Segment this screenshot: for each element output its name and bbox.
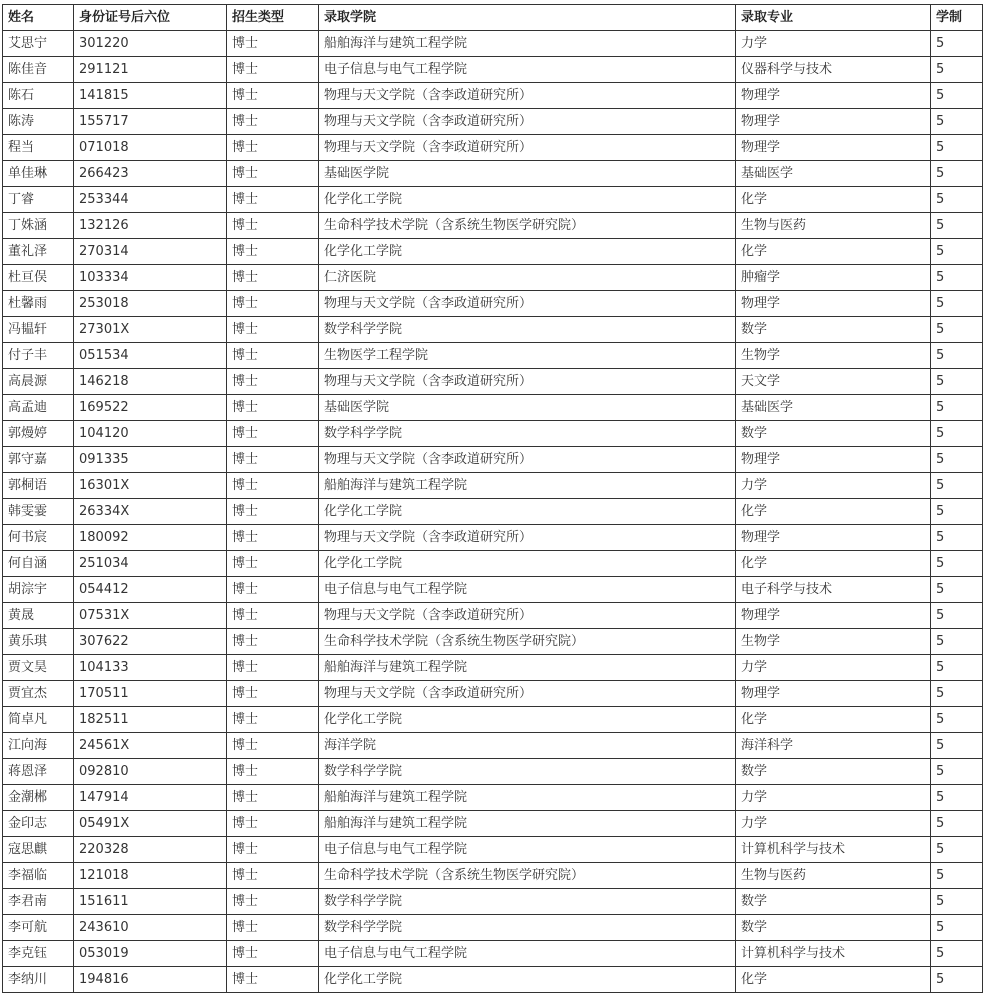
cell-duration: 5 <box>931 707 983 733</box>
cell-school: 生命科学技术学院（含系统生物医学研究院） <box>319 863 736 889</box>
table-row <box>3 447 983 473</box>
cell-name: 何书宸 <box>3 525 74 551</box>
table-row <box>3 733 983 759</box>
cell-major: 生物学 <box>736 343 931 369</box>
cell-id-suffix: 07531X <box>74 603 227 629</box>
cell-name: 李克钰 <box>3 941 74 967</box>
cell-enrollment-type: 博士 <box>227 759 319 785</box>
cell-duration: 5 <box>931 603 983 629</box>
cell-name: 高孟迪 <box>3 395 74 421</box>
cell-major: 数学 <box>736 759 931 785</box>
cell-id-suffix: 301220 <box>74 31 227 57</box>
cell-school: 基础医学院 <box>319 395 736 421</box>
cell-name: 艾思宁 <box>3 31 74 57</box>
cell-enrollment-type: 博士 <box>227 317 319 343</box>
header-id-suffix: 身份证号后六位 <box>74 5 227 31</box>
cell-duration: 5 <box>931 343 983 369</box>
cell-major: 力学 <box>736 811 931 837</box>
cell-major: 海洋科学 <box>736 733 931 759</box>
cell-major: 电子科学与技术 <box>736 577 931 603</box>
cell-major: 计算机科学与技术 <box>736 941 931 967</box>
cell-duration: 5 <box>931 759 983 785</box>
cell-school: 基础医学院 <box>319 161 736 187</box>
cell-enrollment-type: 博士 <box>227 265 319 291</box>
cell-enrollment-type: 博士 <box>227 915 319 941</box>
cell-name: 李可航 <box>3 915 74 941</box>
cell-id-suffix: 054412 <box>74 577 227 603</box>
table-row <box>3 369 983 395</box>
cell-school: 船舶海洋与建筑工程学院 <box>319 473 736 499</box>
cell-school: 物理与天文学院（含李政道研究所） <box>319 109 736 135</box>
cell-school: 电子信息与电气工程学院 <box>319 837 736 863</box>
cell-major: 数学 <box>736 915 931 941</box>
cell-id-suffix: 170511 <box>74 681 227 707</box>
cell-duration: 5 <box>931 83 983 109</box>
cell-name: 蒋恩泽 <box>3 759 74 785</box>
cell-name: 杜馨雨 <box>3 291 74 317</box>
table-row <box>3 161 983 187</box>
cell-enrollment-type: 博士 <box>227 863 319 889</box>
header-enrollment-type: 招生类型 <box>227 5 319 31</box>
cell-name: 金印志 <box>3 811 74 837</box>
cell-name: 单佳琳 <box>3 161 74 187</box>
cell-id-suffix: 251034 <box>74 551 227 577</box>
cell-major: 物理学 <box>736 603 931 629</box>
cell-school: 化学化工学院 <box>319 551 736 577</box>
cell-id-suffix: 05491X <box>74 811 227 837</box>
cell-enrollment-type: 博士 <box>227 291 319 317</box>
cell-school: 化学化工学院 <box>319 239 736 265</box>
header-row <box>3 5 983 31</box>
cell-id-suffix: 243610 <box>74 915 227 941</box>
cell-school: 物理与天文学院（含李政道研究所） <box>319 135 736 161</box>
cell-id-suffix: 180092 <box>74 525 227 551</box>
cell-id-suffix: 141815 <box>74 83 227 109</box>
cell-id-suffix: 24561X <box>74 733 227 759</box>
table-row <box>3 187 983 213</box>
cell-enrollment-type: 博士 <box>227 629 319 655</box>
cell-id-suffix: 270314 <box>74 239 227 265</box>
table-row <box>3 759 983 785</box>
cell-duration: 5 <box>931 785 983 811</box>
cell-enrollment-type: 博士 <box>227 499 319 525</box>
cell-enrollment-type: 博士 <box>227 525 319 551</box>
cell-school: 数学科学学院 <box>319 759 736 785</box>
cell-duration: 5 <box>931 421 983 447</box>
cell-id-suffix: 121018 <box>74 863 227 889</box>
cell-duration: 5 <box>931 967 983 993</box>
table-row <box>3 837 983 863</box>
table-row <box>3 681 983 707</box>
table-row <box>3 473 983 499</box>
cell-enrollment-type: 博士 <box>227 31 319 57</box>
cell-duration: 5 <box>931 941 983 967</box>
cell-duration: 5 <box>931 291 983 317</box>
cell-enrollment-type: 博士 <box>227 811 319 837</box>
cell-id-suffix: 194816 <box>74 967 227 993</box>
cell-school: 化学化工学院 <box>319 499 736 525</box>
cell-school: 电子信息与电气工程学院 <box>319 57 736 83</box>
cell-school: 化学化工学院 <box>319 967 736 993</box>
cell-enrollment-type: 博士 <box>227 655 319 681</box>
table-row <box>3 811 983 837</box>
cell-name: 李君南 <box>3 889 74 915</box>
cell-duration: 5 <box>931 551 983 577</box>
cell-name: 杜亘俣 <box>3 265 74 291</box>
cell-id-suffix: 220328 <box>74 837 227 863</box>
cell-name: 郭守嘉 <box>3 447 74 473</box>
cell-name: 程当 <box>3 135 74 161</box>
cell-school: 物理与天文学院（含李政道研究所） <box>319 369 736 395</box>
cell-id-suffix: 146218 <box>74 369 227 395</box>
cell-major: 化学 <box>736 551 931 577</box>
cell-major: 天文学 <box>736 369 931 395</box>
cell-school: 生命科学技术学院（含系统生物医学研究院） <box>319 629 736 655</box>
cell-id-suffix: 253344 <box>74 187 227 213</box>
table-row <box>3 525 983 551</box>
cell-major: 化学 <box>736 187 931 213</box>
cell-duration: 5 <box>931 629 983 655</box>
cell-enrollment-type: 博士 <box>227 785 319 811</box>
cell-enrollment-type: 博士 <box>227 551 319 577</box>
cell-name: 贾宜杰 <box>3 681 74 707</box>
table-row <box>3 57 983 83</box>
cell-major: 化学 <box>736 239 931 265</box>
cell-duration: 5 <box>931 473 983 499</box>
table-row <box>3 395 983 421</box>
table-row <box>3 967 983 993</box>
header-duration: 学制 <box>931 5 983 31</box>
cell-name: 陈涛 <box>3 109 74 135</box>
cell-enrollment-type: 博士 <box>227 967 319 993</box>
cell-school: 化学化工学院 <box>319 707 736 733</box>
cell-enrollment-type: 博士 <box>227 603 319 629</box>
cell-id-suffix: 132126 <box>74 213 227 239</box>
table-row <box>3 603 983 629</box>
cell-id-suffix: 103334 <box>74 265 227 291</box>
cell-name: 丁睿 <box>3 187 74 213</box>
cell-major: 物理学 <box>736 291 931 317</box>
table-row <box>3 551 983 577</box>
cell-name: 董礼泽 <box>3 239 74 265</box>
cell-major: 物理学 <box>736 525 931 551</box>
cell-major: 化学 <box>736 499 931 525</box>
cell-name: 高晨源 <box>3 369 74 395</box>
cell-major: 力学 <box>736 655 931 681</box>
cell-duration: 5 <box>931 31 983 57</box>
cell-enrollment-type: 博士 <box>227 161 319 187</box>
cell-school: 化学化工学院 <box>319 187 736 213</box>
cell-major: 物理学 <box>736 109 931 135</box>
cell-enrollment-type: 博士 <box>227 473 319 499</box>
cell-enrollment-type: 博士 <box>227 213 319 239</box>
cell-duration: 5 <box>931 577 983 603</box>
admission-table <box>2 4 983 993</box>
cell-name: 何自涵 <box>3 551 74 577</box>
table-header <box>3 5 983 31</box>
cell-school: 电子信息与电气工程学院 <box>319 941 736 967</box>
cell-enrollment-type: 博士 <box>227 421 319 447</box>
cell-name: 李纳川 <box>3 967 74 993</box>
cell-enrollment-type: 博士 <box>227 889 319 915</box>
table-row <box>3 31 983 57</box>
cell-duration: 5 <box>931 837 983 863</box>
table-row <box>3 499 983 525</box>
cell-school: 船舶海洋与建筑工程学院 <box>319 811 736 837</box>
cell-school: 生命科学技术学院（含系统生物医学研究院） <box>319 213 736 239</box>
table-row <box>3 291 983 317</box>
cell-major: 生物学 <box>736 629 931 655</box>
table-row <box>3 863 983 889</box>
cell-id-suffix: 26334X <box>74 499 227 525</box>
cell-duration: 5 <box>931 395 983 421</box>
cell-name: 黄乐琪 <box>3 629 74 655</box>
cell-id-suffix: 27301X <box>74 317 227 343</box>
cell-duration: 5 <box>931 499 983 525</box>
cell-duration: 5 <box>931 109 983 135</box>
cell-enrollment-type: 博士 <box>227 369 319 395</box>
cell-school: 海洋学院 <box>319 733 736 759</box>
cell-duration: 5 <box>931 733 983 759</box>
cell-school: 数学科学学院 <box>319 421 736 447</box>
table-row <box>3 889 983 915</box>
table-row <box>3 707 983 733</box>
table-row <box>3 421 983 447</box>
cell-name: 陈石 <box>3 83 74 109</box>
cell-enrollment-type: 博士 <box>227 57 319 83</box>
cell-duration: 5 <box>931 187 983 213</box>
table-row <box>3 317 983 343</box>
cell-enrollment-type: 博士 <box>227 343 319 369</box>
cell-duration: 5 <box>931 447 983 473</box>
table-row <box>3 239 983 265</box>
cell-major: 生物与医药 <box>736 863 931 889</box>
cell-major: 数学 <box>736 889 931 915</box>
cell-school: 仁济医院 <box>319 265 736 291</box>
cell-school: 数学科学学院 <box>319 889 736 915</box>
cell-major: 物理学 <box>736 135 931 161</box>
cell-major: 数学 <box>736 317 931 343</box>
cell-major: 仪器科学与技术 <box>736 57 931 83</box>
cell-id-suffix: 104120 <box>74 421 227 447</box>
cell-duration: 5 <box>931 681 983 707</box>
cell-id-suffix: 307622 <box>74 629 227 655</box>
cell-id-suffix: 147914 <box>74 785 227 811</box>
cell-id-suffix: 104133 <box>74 655 227 681</box>
cell-duration: 5 <box>931 135 983 161</box>
cell-id-suffix: 053019 <box>74 941 227 967</box>
cell-duration: 5 <box>931 863 983 889</box>
cell-duration: 5 <box>931 57 983 83</box>
cell-id-suffix: 151611 <box>74 889 227 915</box>
cell-enrollment-type: 博士 <box>227 135 319 161</box>
table-body <box>3 31 983 993</box>
cell-duration: 5 <box>931 525 983 551</box>
cell-school: 物理与天文学院（含李政道研究所） <box>319 291 736 317</box>
cell-major: 计算机科学与技术 <box>736 837 931 863</box>
cell-major: 数学 <box>736 421 931 447</box>
cell-id-suffix: 253018 <box>74 291 227 317</box>
cell-name: 李福临 <box>3 863 74 889</box>
cell-major: 化学 <box>736 707 931 733</box>
cell-major: 力学 <box>736 785 931 811</box>
cell-major: 物理学 <box>736 447 931 473</box>
cell-name: 韩雯霎 <box>3 499 74 525</box>
cell-duration: 5 <box>931 369 983 395</box>
header-school: 录取学院 <box>319 5 736 31</box>
cell-major: 力学 <box>736 31 931 57</box>
cell-major: 化学 <box>736 967 931 993</box>
cell-enrollment-type: 博士 <box>227 837 319 863</box>
cell-duration: 5 <box>931 161 983 187</box>
cell-school: 物理与天文学院（含李政道研究所） <box>319 681 736 707</box>
cell-name: 陈佳音 <box>3 57 74 83</box>
cell-school: 船舶海洋与建筑工程学院 <box>319 785 736 811</box>
cell-enrollment-type: 博士 <box>227 83 319 109</box>
table-row <box>3 83 983 109</box>
cell-major: 基础医学 <box>736 161 931 187</box>
cell-school: 物理与天文学院（含李政道研究所） <box>319 603 736 629</box>
cell-duration: 5 <box>931 213 983 239</box>
cell-id-suffix: 182511 <box>74 707 227 733</box>
cell-id-suffix: 092810 <box>74 759 227 785</box>
cell-id-suffix: 291121 <box>74 57 227 83</box>
cell-id-suffix: 16301X <box>74 473 227 499</box>
cell-id-suffix: 266423 <box>74 161 227 187</box>
cell-duration: 5 <box>931 265 983 291</box>
cell-name: 丁姝涵 <box>3 213 74 239</box>
cell-duration: 5 <box>931 239 983 265</box>
cell-enrollment-type: 博士 <box>227 187 319 213</box>
cell-id-suffix: 071018 <box>74 135 227 161</box>
cell-name: 郭桐语 <box>3 473 74 499</box>
cell-enrollment-type: 博士 <box>227 109 319 135</box>
cell-enrollment-type: 博士 <box>227 239 319 265</box>
cell-id-suffix: 169522 <box>74 395 227 421</box>
cell-name: 简卓凡 <box>3 707 74 733</box>
cell-name: 黄晟 <box>3 603 74 629</box>
cell-name: 付子丰 <box>3 343 74 369</box>
cell-school: 物理与天文学院（含李政道研究所） <box>319 525 736 551</box>
cell-enrollment-type: 博士 <box>227 681 319 707</box>
table-row <box>3 915 983 941</box>
table-row <box>3 213 983 239</box>
cell-enrollment-type: 博士 <box>227 733 319 759</box>
cell-major: 物理学 <box>736 83 931 109</box>
cell-major: 肿瘤学 <box>736 265 931 291</box>
table-row <box>3 135 983 161</box>
cell-school: 生物医学工程学院 <box>319 343 736 369</box>
cell-duration: 5 <box>931 655 983 681</box>
table-row <box>3 941 983 967</box>
cell-enrollment-type: 博士 <box>227 447 319 473</box>
cell-name: 郭熳婷 <box>3 421 74 447</box>
cell-duration: 5 <box>931 317 983 343</box>
table-row <box>3 577 983 603</box>
cell-school: 物理与天文学院（含李政道研究所） <box>319 447 736 473</box>
cell-school: 物理与天文学院（含李政道研究所） <box>319 83 736 109</box>
cell-name: 贾文昊 <box>3 655 74 681</box>
cell-id-suffix: 051534 <box>74 343 227 369</box>
cell-major: 力学 <box>736 473 931 499</box>
cell-major: 物理学 <box>736 681 931 707</box>
cell-enrollment-type: 博士 <box>227 395 319 421</box>
cell-duration: 5 <box>931 811 983 837</box>
cell-school: 数学科学学院 <box>319 915 736 941</box>
table-row <box>3 265 983 291</box>
cell-name: 胡淙宇 <box>3 577 74 603</box>
table-row <box>3 109 983 135</box>
cell-name: 江向海 <box>3 733 74 759</box>
cell-enrollment-type: 博士 <box>227 941 319 967</box>
cell-enrollment-type: 博士 <box>227 707 319 733</box>
cell-id-suffix: 091335 <box>74 447 227 473</box>
header-major: 录取专业 <box>736 5 931 31</box>
cell-duration: 5 <box>931 889 983 915</box>
table-row <box>3 343 983 369</box>
cell-school: 电子信息与电气工程学院 <box>319 577 736 603</box>
header-name: 姓名 <box>3 5 74 31</box>
table-row <box>3 785 983 811</box>
cell-id-suffix: 155717 <box>74 109 227 135</box>
cell-school: 船舶海洋与建筑工程学院 <box>319 31 736 57</box>
cell-school: 数学科学学院 <box>319 317 736 343</box>
table-row <box>3 655 983 681</box>
cell-name: 冯韫轩 <box>3 317 74 343</box>
table-row <box>3 629 983 655</box>
cell-name: 寇思麒 <box>3 837 74 863</box>
cell-name: 金潮郴 <box>3 785 74 811</box>
cell-major: 基础医学 <box>736 395 931 421</box>
cell-enrollment-type: 博士 <box>227 577 319 603</box>
cell-school: 船舶海洋与建筑工程学院 <box>319 655 736 681</box>
cell-major: 生物与医药 <box>736 213 931 239</box>
cell-duration: 5 <box>931 915 983 941</box>
